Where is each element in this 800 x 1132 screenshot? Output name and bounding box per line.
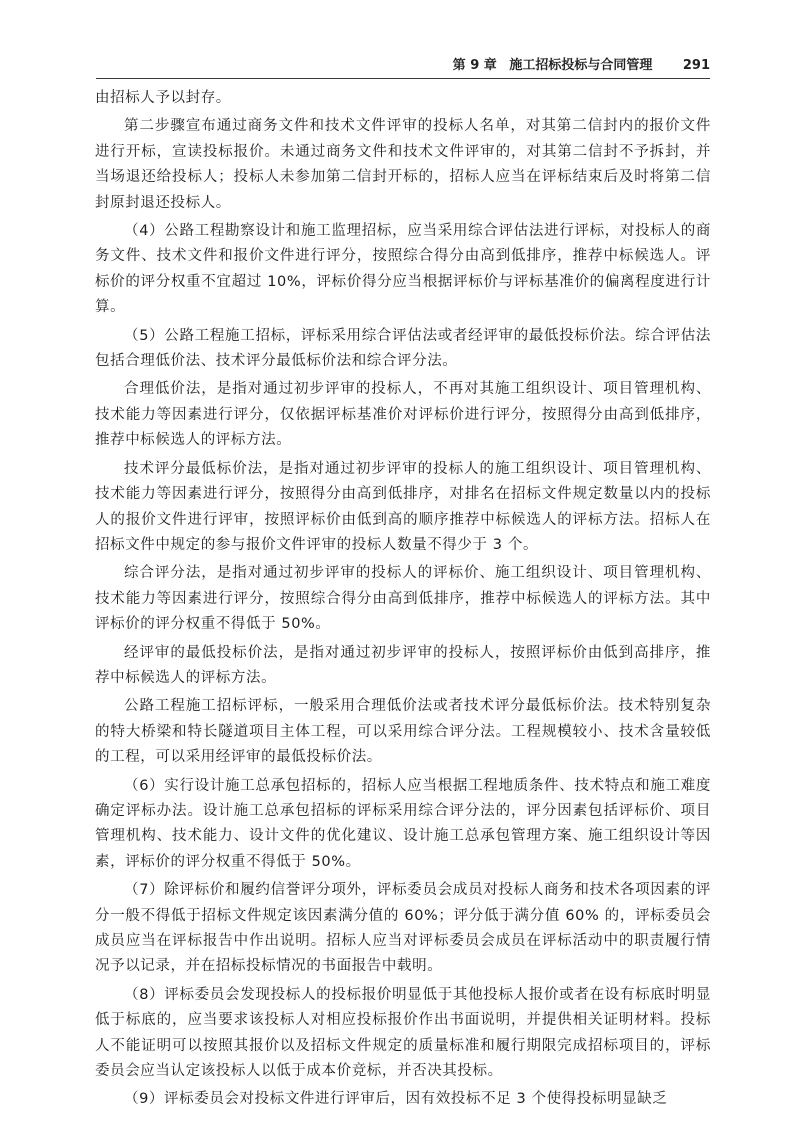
paragraph: 由招标人予以封存。 — [95, 90, 231, 106]
body-text — [95, 86, 711, 1116]
header-text — [453, 54, 710, 73]
running-header — [96, 48, 710, 79]
paragraph: 经评审的最低投标价法，是指对通过初步评审的投标人，按照评标价由低到高排序，推荐中标候选人的评标方法。 — [95, 644, 711, 686]
paragraph: 公路工程施工招标评标，一般采用合理低价法或者技术评分最低标价法。技术特别复杂的特大桥梁和特长隧道项目主体工程，可以采用综合评分法。工程规模较小、技术含量较低的工程，可以采用经评审的最低投标价法。 — [95, 698, 711, 766]
chapter-label: 第 9 章 — [452, 58, 497, 73]
paragraph: 第二步骤宣布通过商务文件和技术文件评审的投标人名单，对其第二信封内的报价文件进行开标，宣读投标报价。未通过商务文件和技术文件评审的，对其第二信封不予拆封，并当场退还给投标人；投标人未参加第二信封开标的，招标人应当在评标结束后及时将第二信封原封退还投标人。 — [95, 118, 711, 211]
paragraph: （7）除评标价和履约信誉评分项外，评标委员会成员对投标人商务和技术各项因素的评分一般不得低于招标文件规定该因素满分值的 60%；评分低于满分值 60% 的，评标委员会成员应当在评标报告中作出说明。招标人应当对评标委员会成员在评标活动中的职责履行情况予以记录，并在招标投标情况的书面报告中载明。 — [95, 882, 711, 975]
paragraph: （4）公路工程勘察设计和施工监理招标，应当采用综合评估法进行评标，对投标人的商务文件、技术文件和报价文件进行评分，按照综合得分由高到低排序，推荐中标候选人。评标价的评分权重不宜超过 10%，评标价得分应当根据评标价与评标基准价的偏离程度进行计算。 — [95, 223, 711, 316]
paragraph: （9）评标委员会对投标文件进行评审后，因有效投标不足 3 个使得投标明显缺乏 — [124, 1091, 668, 1108]
paragraph: 技术评分最低标价法，是指对通过初步评审的投标人的施工组织设计、项目管理机构、技术能力等因素进行评分，按照得分由高到低排序，对排名在招标文件规定数量以内的投标人的报价文件进行评审，按照评标价由低到高的顺序推荐中标候选人的评标方法。招标人在招标文件中规定的参与报价文件评审的投标人数量不得少于 3 个。 — [95, 460, 711, 553]
paragraph: （6）实行设计施工总承包招标的，招标人应当根据工程地质条件、技术特点和施工难度确定评标办法。设计施工总承包招标的评标采用综合评分法的，评分因素包括评标价、项目管理机构、技术能力、设计文件的优化建议、设计施工总承包管理方案、施工组织设计等因素，评标价的评分权重不得低于 50%。 — [95, 777, 711, 870]
paragraph: （8）评标委员会发现投标人的投标报价明显低于其他投标人报价或者在设有标底时明显低于标底的，应当要求该投标人对相应投标报价作出书面说明，并提供相关证明材料。投标人不能证明可以按照其报价以及招标文件规定的质量标准和履行期限完成招标项目的，评标委员会应当认定该投标人以低于成本价竞标，并否决其投标。 — [95, 986, 711, 1080]
paragraph: 综合评分法，是指对通过初步评审的投标人的评标价、施工组织设计、项目管理机构、技术能力等因素进行评分，按照综合得分由高到低排序，推荐中标候选人的评标方法。其中评标价的评分权重不得低于 50%。 — [95, 565, 711, 633]
paragraph: 合理低价法，是指对通过初步评审的投标人，不再对其施工组织设计、项目管理机构、技术能力等因素进行评分，仅依据评标基准价对评标价进行评分，按照得分由高到低排序，推荐中标候选人的评标方法。 — [95, 381, 711, 449]
chapter-title: 施工招标投标与合同管理 — [509, 58, 653, 73]
page-number: 291 — [682, 58, 710, 73]
paragraph: （5）公路工程施工招标，评标采用综合评估法或者经评审的最低投标价法。综合评估法包括合理低价法、技术评分最低标价法和综合评分法。 — [95, 327, 711, 370]
